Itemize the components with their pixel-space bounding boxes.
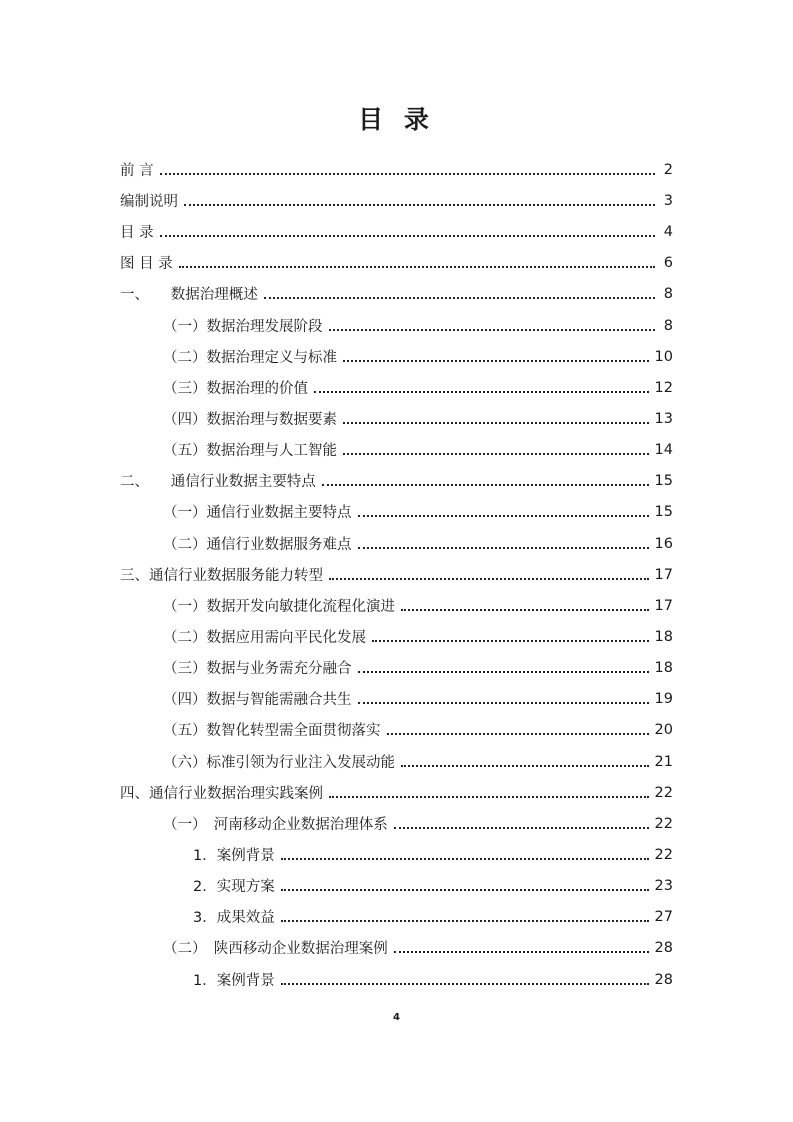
toc-entry[interactable] <box>120 278 673 309</box>
dot-leader <box>401 765 649 767</box>
toc-page-number: 8 <box>663 317 673 334</box>
dot-leader <box>281 858 649 860</box>
toc-page-number: 6 <box>663 254 673 271</box>
toc-label: 图 目 录 <box>120 256 173 272</box>
toc-page-number: 8 <box>663 285 673 302</box>
toc-label: （三）数据与业务需充分融合 <box>163 661 352 677</box>
toc-entry[interactable] <box>163 372 673 403</box>
dot-leader <box>184 204 655 206</box>
dot-leader <box>329 796 649 798</box>
dot-leader <box>281 920 649 922</box>
dot-leader <box>160 173 655 175</box>
toc-label: （四）数据治理与数据要素 <box>163 412 337 428</box>
toc-page-number: 28 <box>654 971 673 988</box>
toc-label: 目 录 <box>120 225 154 241</box>
toc-label: 1．案例背景 <box>193 973 275 989</box>
toc-entry[interactable] <box>163 341 673 372</box>
toc-label: （六）标准引领为行业注入发展动能 <box>163 755 395 771</box>
toc-page-number: 17 <box>654 597 673 614</box>
toc-entry[interactable] <box>163 683 673 714</box>
toc-page-number: 18 <box>654 659 673 676</box>
toc-entry[interactable] <box>120 465 673 496</box>
toc-label: （一）数据治理发展阶段 <box>163 319 323 335</box>
toc-label: （五）数据治理与人工智能 <box>163 443 337 459</box>
toc-label: 三、通信行业数据服务能力转型 <box>120 568 323 584</box>
toc-label: 2．实现方案 <box>193 879 275 895</box>
toc-page-number: 28 <box>654 939 673 956</box>
toc-page-number: 16 <box>654 535 673 552</box>
toc-label: 二、 通信行业数据主要特点 <box>120 474 316 490</box>
toc-page-number: 18 <box>654 628 673 645</box>
dot-leader <box>401 609 649 611</box>
dot-leader <box>329 329 656 331</box>
toc-label: （一）数据开发向敏捷化流程化演进 <box>163 599 395 615</box>
dot-leader <box>314 391 649 393</box>
dot-leader <box>343 360 649 362</box>
dot-leader <box>343 422 649 424</box>
dot-leader <box>394 827 649 829</box>
toc-entry[interactable] <box>120 185 673 216</box>
toc-entry[interactable] <box>163 652 673 683</box>
dot-leader <box>281 889 649 891</box>
toc-entry[interactable] <box>163 808 673 839</box>
toc-page-number: 3 <box>663 192 673 209</box>
dot-leader <box>343 453 649 455</box>
toc-entry[interactable] <box>163 714 673 745</box>
toc-page-number: 27 <box>654 908 673 925</box>
toc-entry[interactable] <box>193 964 673 995</box>
dot-leader <box>160 235 655 237</box>
toc-label: 1．案例背景 <box>193 848 275 864</box>
toc-entry[interactable] <box>163 932 673 963</box>
toc-page-number: 20 <box>654 721 673 738</box>
dot-leader <box>394 951 649 953</box>
toc-label: （一）通信行业数据主要特点 <box>163 505 352 521</box>
toc-label: 一、 数据治理概述 <box>120 287 258 303</box>
toc-page-number: 17 <box>654 566 673 583</box>
toc-page-number: 15 <box>654 503 673 520</box>
toc-entry[interactable] <box>163 590 673 621</box>
toc-entry[interactable] <box>163 310 673 341</box>
dot-leader <box>264 297 655 299</box>
toc-label: （四）数据与智能需融合共生 <box>163 692 352 708</box>
toc-page-number: 13 <box>654 410 673 427</box>
toc-label: （一） 河南移动企业数据治理体系 <box>163 817 388 833</box>
toc-entry[interactable] <box>120 154 673 185</box>
toc-entry[interactable] <box>163 621 673 652</box>
page-title: 目 录 <box>358 105 435 134</box>
toc-label: （二） 陕西移动企业数据治理案例 <box>163 941 388 957</box>
toc-page-number: 12 <box>654 379 673 396</box>
toc-page-number: 14 <box>654 441 673 458</box>
toc-entry[interactable] <box>120 777 673 808</box>
toc-page-number: 22 <box>654 815 673 832</box>
toc-label: （二）数据应用需向平民化发展 <box>163 630 366 646</box>
toc-page-number: 2 <box>663 161 673 178</box>
dot-leader <box>372 640 649 642</box>
dot-leader <box>322 484 649 486</box>
toc-page-number: 22 <box>654 784 673 801</box>
dot-leader <box>358 702 649 704</box>
page-number-footer: 4 <box>393 1012 400 1023</box>
toc-page-number: 19 <box>654 690 673 707</box>
toc-page-number: 23 <box>654 877 673 894</box>
toc-label: （三）数据治理的价值 <box>163 381 308 397</box>
toc-page-number: 4 <box>663 223 673 240</box>
dot-leader <box>329 578 649 580</box>
toc-page-number: 15 <box>654 472 673 489</box>
toc-label: 前 言 <box>120 163 154 179</box>
toc-label: （二）通信行业数据服务难点 <box>163 537 352 553</box>
toc-page-number: 10 <box>654 348 673 365</box>
toc-entry[interactable] <box>163 403 673 434</box>
dot-leader <box>179 266 655 268</box>
toc-entry[interactable] <box>120 216 673 247</box>
toc-label: 编制说明 <box>120 194 178 210</box>
toc-entry[interactable] <box>120 247 673 278</box>
dot-leader <box>281 983 649 985</box>
dot-leader <box>387 733 649 735</box>
dot-leader <box>358 671 649 673</box>
toc-label: （五）数智化转型需全面贯彻落实 <box>163 723 381 739</box>
dot-leader <box>358 547 649 549</box>
toc-page-number: 22 <box>654 846 673 863</box>
toc-entry[interactable] <box>163 434 673 465</box>
toc-page-number: 21 <box>654 753 673 770</box>
toc-label: 四、通信行业数据治理实践案例 <box>120 786 323 802</box>
toc-entry[interactable] <box>120 559 673 590</box>
toc-entry[interactable] <box>163 746 673 777</box>
toc-entry[interactable] <box>193 901 673 932</box>
toc-entry[interactable] <box>193 839 673 870</box>
dot-leader <box>358 515 649 517</box>
toc-entry[interactable] <box>163 496 673 527</box>
toc-entry[interactable] <box>163 528 673 559</box>
toc-label: 3．成果效益 <box>193 910 275 926</box>
toc-entry[interactable] <box>193 870 673 901</box>
toc-label: （二）数据治理定义与标准 <box>163 350 337 366</box>
